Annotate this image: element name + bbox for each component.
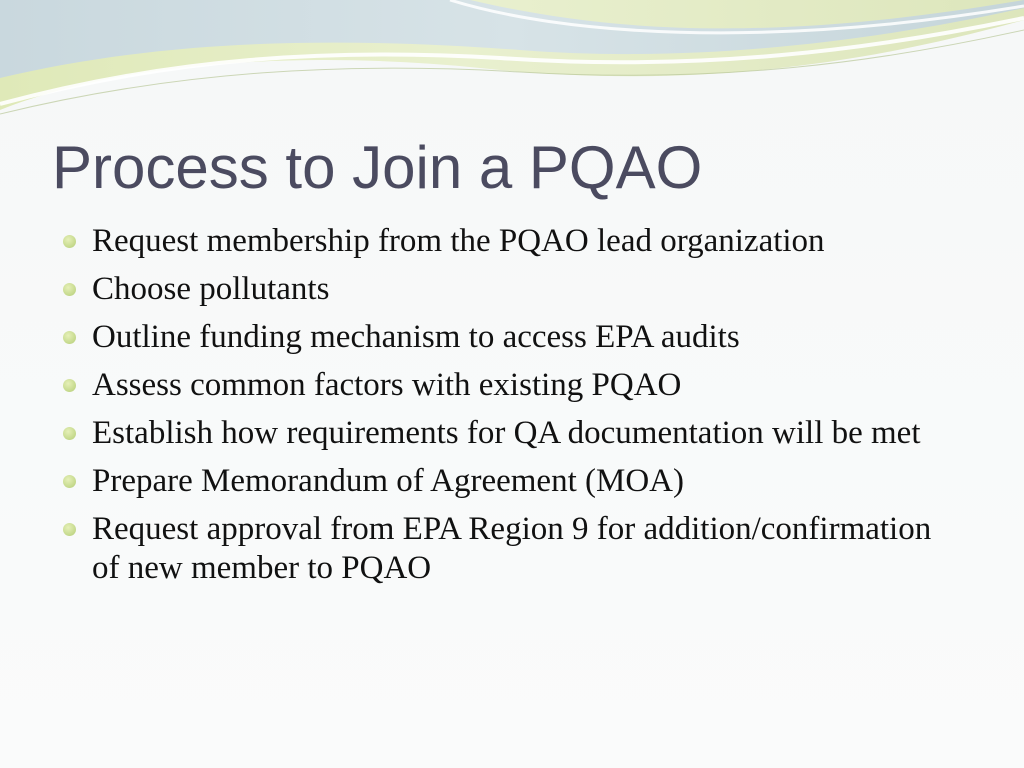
bullet-dot-icon <box>63 475 76 488</box>
bullet-dot-icon <box>63 379 76 392</box>
bullet-dot-icon <box>63 427 76 440</box>
bullet-dot-icon <box>63 283 76 296</box>
bullet-text: Outline funding mechanism to access EPA audits <box>92 319 740 355</box>
bullet-dot-icon <box>63 523 76 536</box>
bullet-item <box>62 414 962 453</box>
slide-title: Process to Join a PQAO <box>52 134 703 201</box>
bullet-text: Choose pollutants <box>92 271 330 307</box>
bullet-text: Assess common factors with existing PQAO <box>92 367 682 403</box>
bullet-item <box>62 270 962 309</box>
bullet-item <box>62 318 962 357</box>
bullet-text: Establish how requirements for QA documentation will be met <box>92 415 921 451</box>
bullet-text: Request membership from the PQAO lead organization <box>92 223 825 259</box>
bullet-text: Request approval from EPA Region 9 for addition/confirmation of new member to PQAO <box>92 511 932 586</box>
bullet-dot-icon <box>63 235 76 248</box>
bullet-item <box>62 366 962 405</box>
bullet-item <box>62 222 962 261</box>
bullet-item <box>62 510 962 588</box>
bullet-dot-icon <box>63 331 76 344</box>
bullet-item <box>62 462 962 501</box>
decorative-wave-header <box>0 0 1024 130</box>
bullet-text: Prepare Memorandum of Agreement (MOA) <box>92 463 684 499</box>
bullet-list <box>62 222 962 597</box>
